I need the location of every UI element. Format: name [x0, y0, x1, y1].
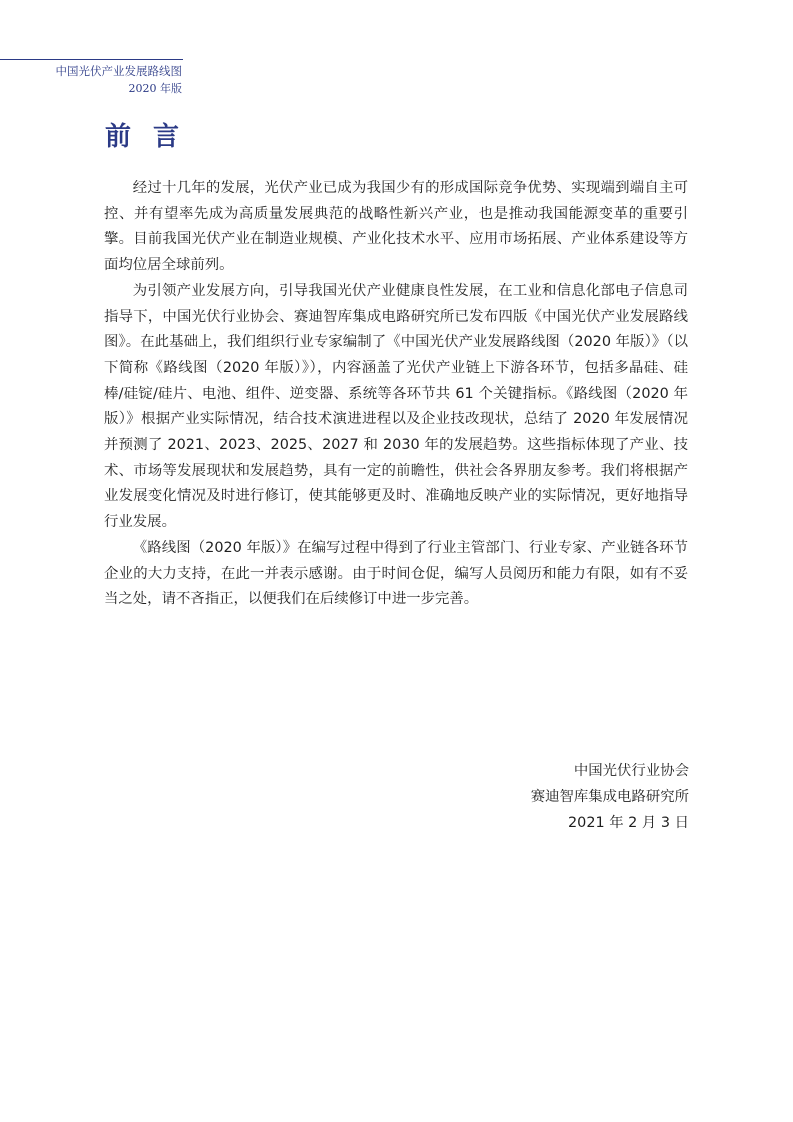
foreword-body: [104, 176, 688, 613]
header-rule: [0, 59, 183, 60]
signature-block: [531, 758, 689, 836]
running-header-title: 中国光伏产业发展路线图: [55, 64, 182, 78]
paragraph-1: 经过十几年的发展，光伏产业已成为我国少有的形成国际竞争优势、实现端到端自主可控、并有望率先成为高质量发展典范的战略性新兴产业，也是推动我国能源变革的重要引擎。目前我国光伏产业在制造业规模、产业化技术水平、应用市场拓展、产业体系建设等方面均位居全球前列。: [104, 180, 688, 274]
paragraph-3: 《路线图（2020 年版）》在编写过程中得到了行业主管部门、行业专家、产业链各环节企业的大力支持，在此一并表示感谢。由于时间仓促，编写人员阅历和能力有限，如有不妥当之处，请不吝指正，以便我们在后续修订中进一步完善。: [104, 539, 688, 608]
signature-org-2: 赛迪智库集成电路研究所: [530, 789, 689, 805]
signature-org-1: 中国光伏行业协会: [573, 763, 689, 779]
paragraph-2: 为引领产业发展方向，引导我国光伏产业健康良性发展，在工业和信息化部电子信息司指导下，中国光伏行业协会、赛迪智库集成电路研究所已发布四版《中国光伏产业发展路线图》。在此基础上，我们组织行业专家编制了《中国光伏产业发展路线图（2020 年版）》（以下简称《路线图（2020 年版）》），内容涵盖了光伏产业链上下游各环节，包括多晶硅、硅棒/硅锭/硅片、电池、组件、逆变器、系统等各环节共 61 个关键指标。《路线图（2020 年版）》根据产业实际情况，结合技术演进进程以及企业技改现状，总结了 2020 年发展情况并预测了 2021、2023、2025、2027 和 2030 年的发展趋势。这些指标体现了产业、技术、市场等发展现状和发展趋势，具有一定的前瞻性，供社会各界朋友参考。我们将根据产业发展变化情况及时进行修订，使其能够更及时、准确地反映产业的实际情况，更好地指导行业发展。: [104, 282, 688, 531]
signature-date: 2021 年 2 月 3 日: [568, 815, 689, 831]
running-header-edition: 2020 年版: [128, 82, 182, 95]
page-title: 前言: [105, 122, 202, 152]
